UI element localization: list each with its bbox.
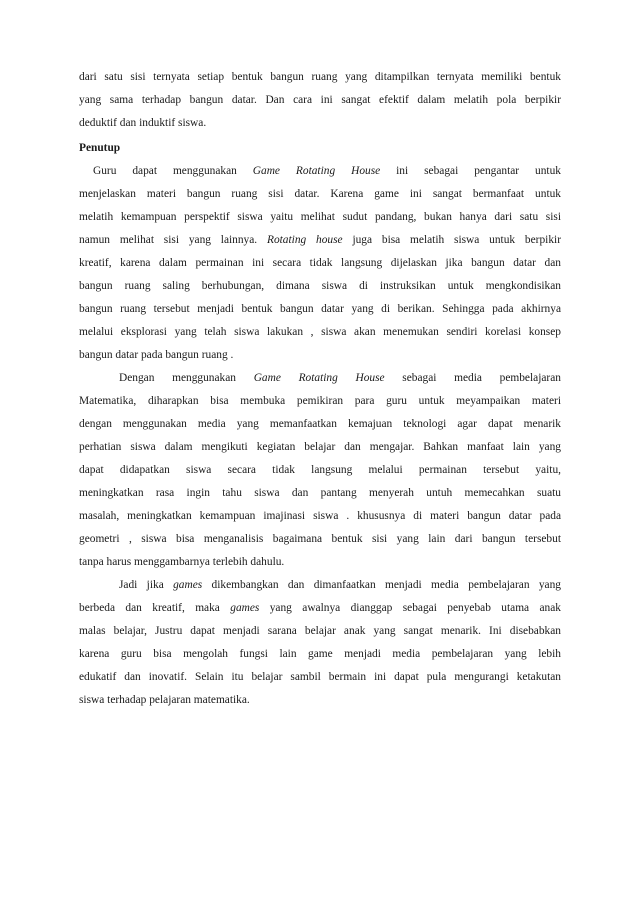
paragraph-line: edukatif dan inovatif. Selain itu belajar sambil bermain ini dapat pula mengurangi ketakutan [79,671,561,683]
intro-line-1: dari satu sisi ternyata setiap bentuk bangun ruang yang ditampilkan ternyata memiliki bentuk [79,71,561,83]
paragraph-line: Guru dapat menggunakan Game Rotating House ini sebagai pengantar untuk [93,165,561,177]
document-body [79,66,561,712]
paragraph-line: namun melihat sisi yang lainnya. Rotating house juga bisa melatih siswa untuk berpikir [79,234,561,246]
paragraph-line: dengan menggunakan media yang memanfaatkan kemajuan teknologi agar dapat menarik [79,418,561,430]
paragraph-line: bangun ruang saling berhubungan, dimana siswa di instruksikan untuk mengkondisikan [79,280,561,292]
paragraph-line: meningkatkan rasa ingin tahu siswa dan pantang menyerah untuh memecahkan suatu [79,487,561,499]
paragraph-line: tanpa harus menggambarnya terlebih dahulu. [79,556,285,568]
section-heading: Penutup [79,142,121,154]
paragraph-line: malas belajar, Justru dapat menjadi sarana belajar anak yang sangat menarik. Ini disebabkan [79,625,561,637]
paragraph-line: perhatian siswa dalam mengikuti kegiatan belajar dan mengajar. Bahkan manfaat lain yang [79,441,561,453]
paragraph-line: kreatif, karena dalam permainan ini secara tidak langsung dijelaskan jika bangun datar dan [79,257,561,269]
paragraph-line: karena guru bisa mengolah fungsi lain game menjadi media pembelajaran yang lebih [79,648,561,660]
paragraph-1 [79,160,561,367]
paragraph-3 [79,574,561,712]
intro-line-2: yang sama terhadap bangun datar. Dan cara ini sangat efektif dalam melatih pola berpikir [79,94,561,106]
paragraph-line: geometri , siswa bisa menganalisis bagaimana bentuk sisi yang lain dari bangun tersebut [79,533,561,545]
paragraph-line: dapat didapatkan siswa secara tidak langsung melalui permainan tersebut yaitu, [79,464,561,476]
paragraph-line: melatih kemampuan perspektif siswa yaitu melihat sudut pandang, bukan hanya dari satu sisi [79,211,561,223]
paragraph-line: bangun ruang tersebut menjadi bentuk bangun datar yang di berikan. Sehingga pada akhirnya [79,303,561,315]
paragraph-line: Jadi jika games dikembangkan dan dimanfaatkan menjadi media pembelajaran yang [119,579,562,591]
paragraph-line: Dengan menggunakan Game Rotating House sebagai media pembelajaran [119,372,561,384]
paragraph-line: siswa terhadap pelajaran matematika. [79,694,250,706]
paragraph-line: masalah, meningkatkan kemampuan imajinasi siswa . khususnya di materi bangun datar pada [79,510,561,522]
paragraph-line: berbeda dan kreatif, maka games yang awalnya dianggap sebagai penyebab utama anak [79,602,561,614]
paragraph-line: bangun datar pada bangun ruang . [79,349,234,361]
paragraph-2 [79,367,561,574]
paragraph-line: melalui eksplorasi yang telah siswa lakukan , siswa akan menemukan sendiri korelasi konsep [79,326,561,338]
paragraph-line: menjelaskan materi bangun ruang sisi datar. Karena game ini sangat bermanfaat untuk [79,188,561,200]
paragraph-line: Matematika, diharapkan bisa membuka pemikiran para guru untuk meyampaikan materi [79,395,561,407]
intro-line-3: deduktif dan induktif siswa. [79,117,207,129]
